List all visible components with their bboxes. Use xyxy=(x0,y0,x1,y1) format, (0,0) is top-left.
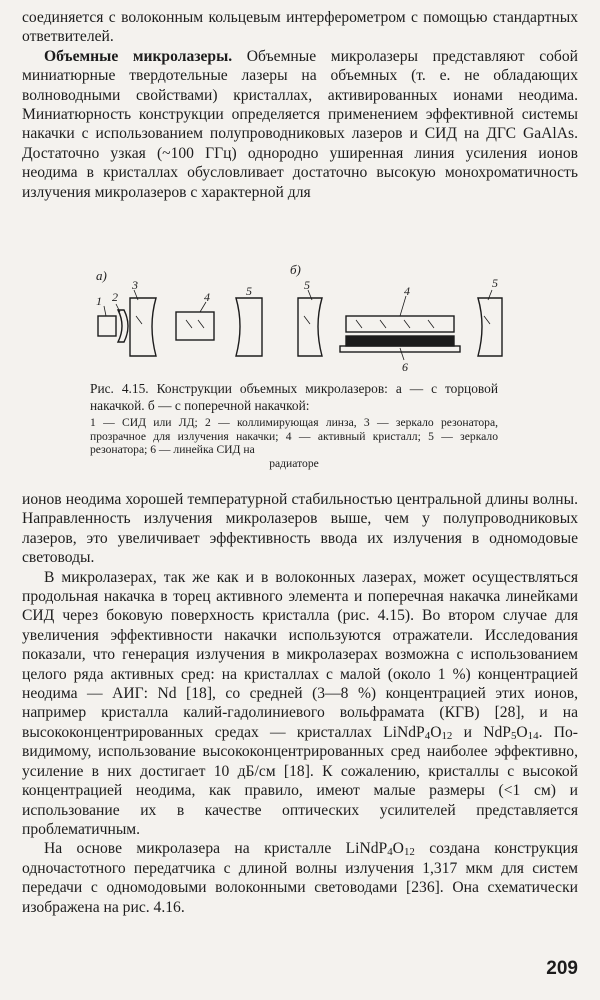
figure-caption-legend-end: радиаторе xyxy=(269,456,319,470)
text-run: . По-видимому, использование высококонцентрированных сред наиболее эффективно, усиление в них достигает 10 дБ/см [18]. К сожалению, кристаллы с высокой концентрацией неодима, как правило, имеют малые размеры (<1 см) и использование их в качестве оптических усилителей представляется проблематичным. xyxy=(22,723,578,838)
run-in-heading: Объемные микролазеры. xyxy=(44,47,233,65)
part-number: 5 xyxy=(246,284,252,298)
paragraph-microlasers-text: Объемные микролазеры представляют собой миниатюрные твердотельные лазеры на объемных (т. е. не обладающих волноводными свойствами) кристаллах, активированных ионами неодима. Миниатюрность конструкции определяется применением эффективной системы накачки с использованием полупроводниковых лазеров и СИД на ДГС GaAlAs. Достаточно узкая (~100 ГГц) однородно уширенная линия усиления ионов неодима в кристаллах обусловливает достаточно высокую монохроматичность излучения микролазеров с характерной для xyxy=(22,47,578,201)
active-crystal-b xyxy=(346,316,454,332)
part-number: 1 xyxy=(96,294,102,308)
part-number: 2 xyxy=(112,290,118,304)
part-number: 4 xyxy=(404,284,410,298)
text-block-top xyxy=(22,8,578,202)
text-run: На основе микролазера на кристалле LiNdP xyxy=(44,840,388,858)
subscript: 12 xyxy=(441,729,453,742)
subscript: 4 xyxy=(387,846,393,859)
text-run: O xyxy=(392,840,404,858)
text-block-bottom xyxy=(22,490,578,917)
paragraph-transmitter xyxy=(22,839,578,917)
subscript: 12 xyxy=(403,846,415,859)
text-run: В микролазерах, так же как и в волоконных лазерах, может осуществляться продольная накачка в торец активного элемента и поперечная накачка линейками СИД через боковую поверхность кристалла (рис. 4.15). Во втором случае для увеличения эффективности накачки используются отражатели. Исследования показали, что генерация излучения в микролазерах возможна с использованием целого ряда активных сред: на кристаллах с малой (около 1 %) концентрацией неодима — АИГ: Nd [18], со средней (3—8 %) концентрацией этих ионов, например кристалла калий-гадолиниевого вольфрамата (КГВ) [28], и на высококонцентрированных средах — кристаллах LiNdP xyxy=(22,568,578,741)
part-number: 6 xyxy=(402,360,408,374)
collimating-lens-a xyxy=(118,310,128,342)
text-run: создана конструкция одночастотного передатчика с длиной волны излучения 1,317 мкм для систем передачи с одномодовыми волоконными световодами [236]. Она схематически изображена на рис. 4.16. xyxy=(22,840,578,916)
subscript: 14 xyxy=(527,729,539,742)
text-run: и NdP xyxy=(452,723,511,741)
text-run: O xyxy=(430,723,442,741)
figure-caption-body xyxy=(90,416,498,470)
led-element-a xyxy=(98,316,116,336)
paragraph-stability: ионов неодима хорошей температурной стабильностью центральной длины волны. Направленность излучения микролазеров выше, чем у полупроводниковых лазеров, это увеличивает эффективность ввода их излучения в одномодовые световоды. xyxy=(22,491,578,567)
figure-4-15 xyxy=(0,256,600,486)
mirror-5-b-right xyxy=(478,298,502,356)
paragraph-continuation: соединяется с волоконным кольцевым интерферометром с помощью стандартных ответвителей. xyxy=(22,9,578,46)
paragraph-pumping xyxy=(22,568,578,840)
figure-caption-title: Рис. 4.15. Конструкции объемных микролазеров: а — с торцовой накачкой. б — с поперечной накачкой: xyxy=(90,381,498,413)
figure-caption-legend: 1 — СИД или ЛД; 2 — коллимирующая линза, 3 — зеркало резонатора, прозрачное для излучения накачки; 4 — активный кристалл; 5 — зеркало резонатора; 6 — линейка СИД на xyxy=(90,416,498,457)
figure-label-b: б) xyxy=(290,262,301,277)
led-array-b xyxy=(346,336,454,346)
part-number: 4 xyxy=(204,290,210,304)
active-crystal-a xyxy=(176,312,214,340)
figure-label-a: а) xyxy=(96,268,107,283)
paragraph-microlasers xyxy=(22,47,578,202)
part-number: 5 xyxy=(492,276,498,290)
subscript: 5 xyxy=(510,729,517,742)
mirror-3-a xyxy=(130,298,156,356)
part-number: 5 xyxy=(304,278,310,292)
subscript: 4 xyxy=(424,729,431,742)
page-number: 209 xyxy=(546,958,578,979)
mirror-5-a xyxy=(236,298,262,356)
mirror-5-b-left xyxy=(298,298,322,356)
part-number: 3 xyxy=(132,278,138,292)
text-run: O xyxy=(516,723,528,741)
